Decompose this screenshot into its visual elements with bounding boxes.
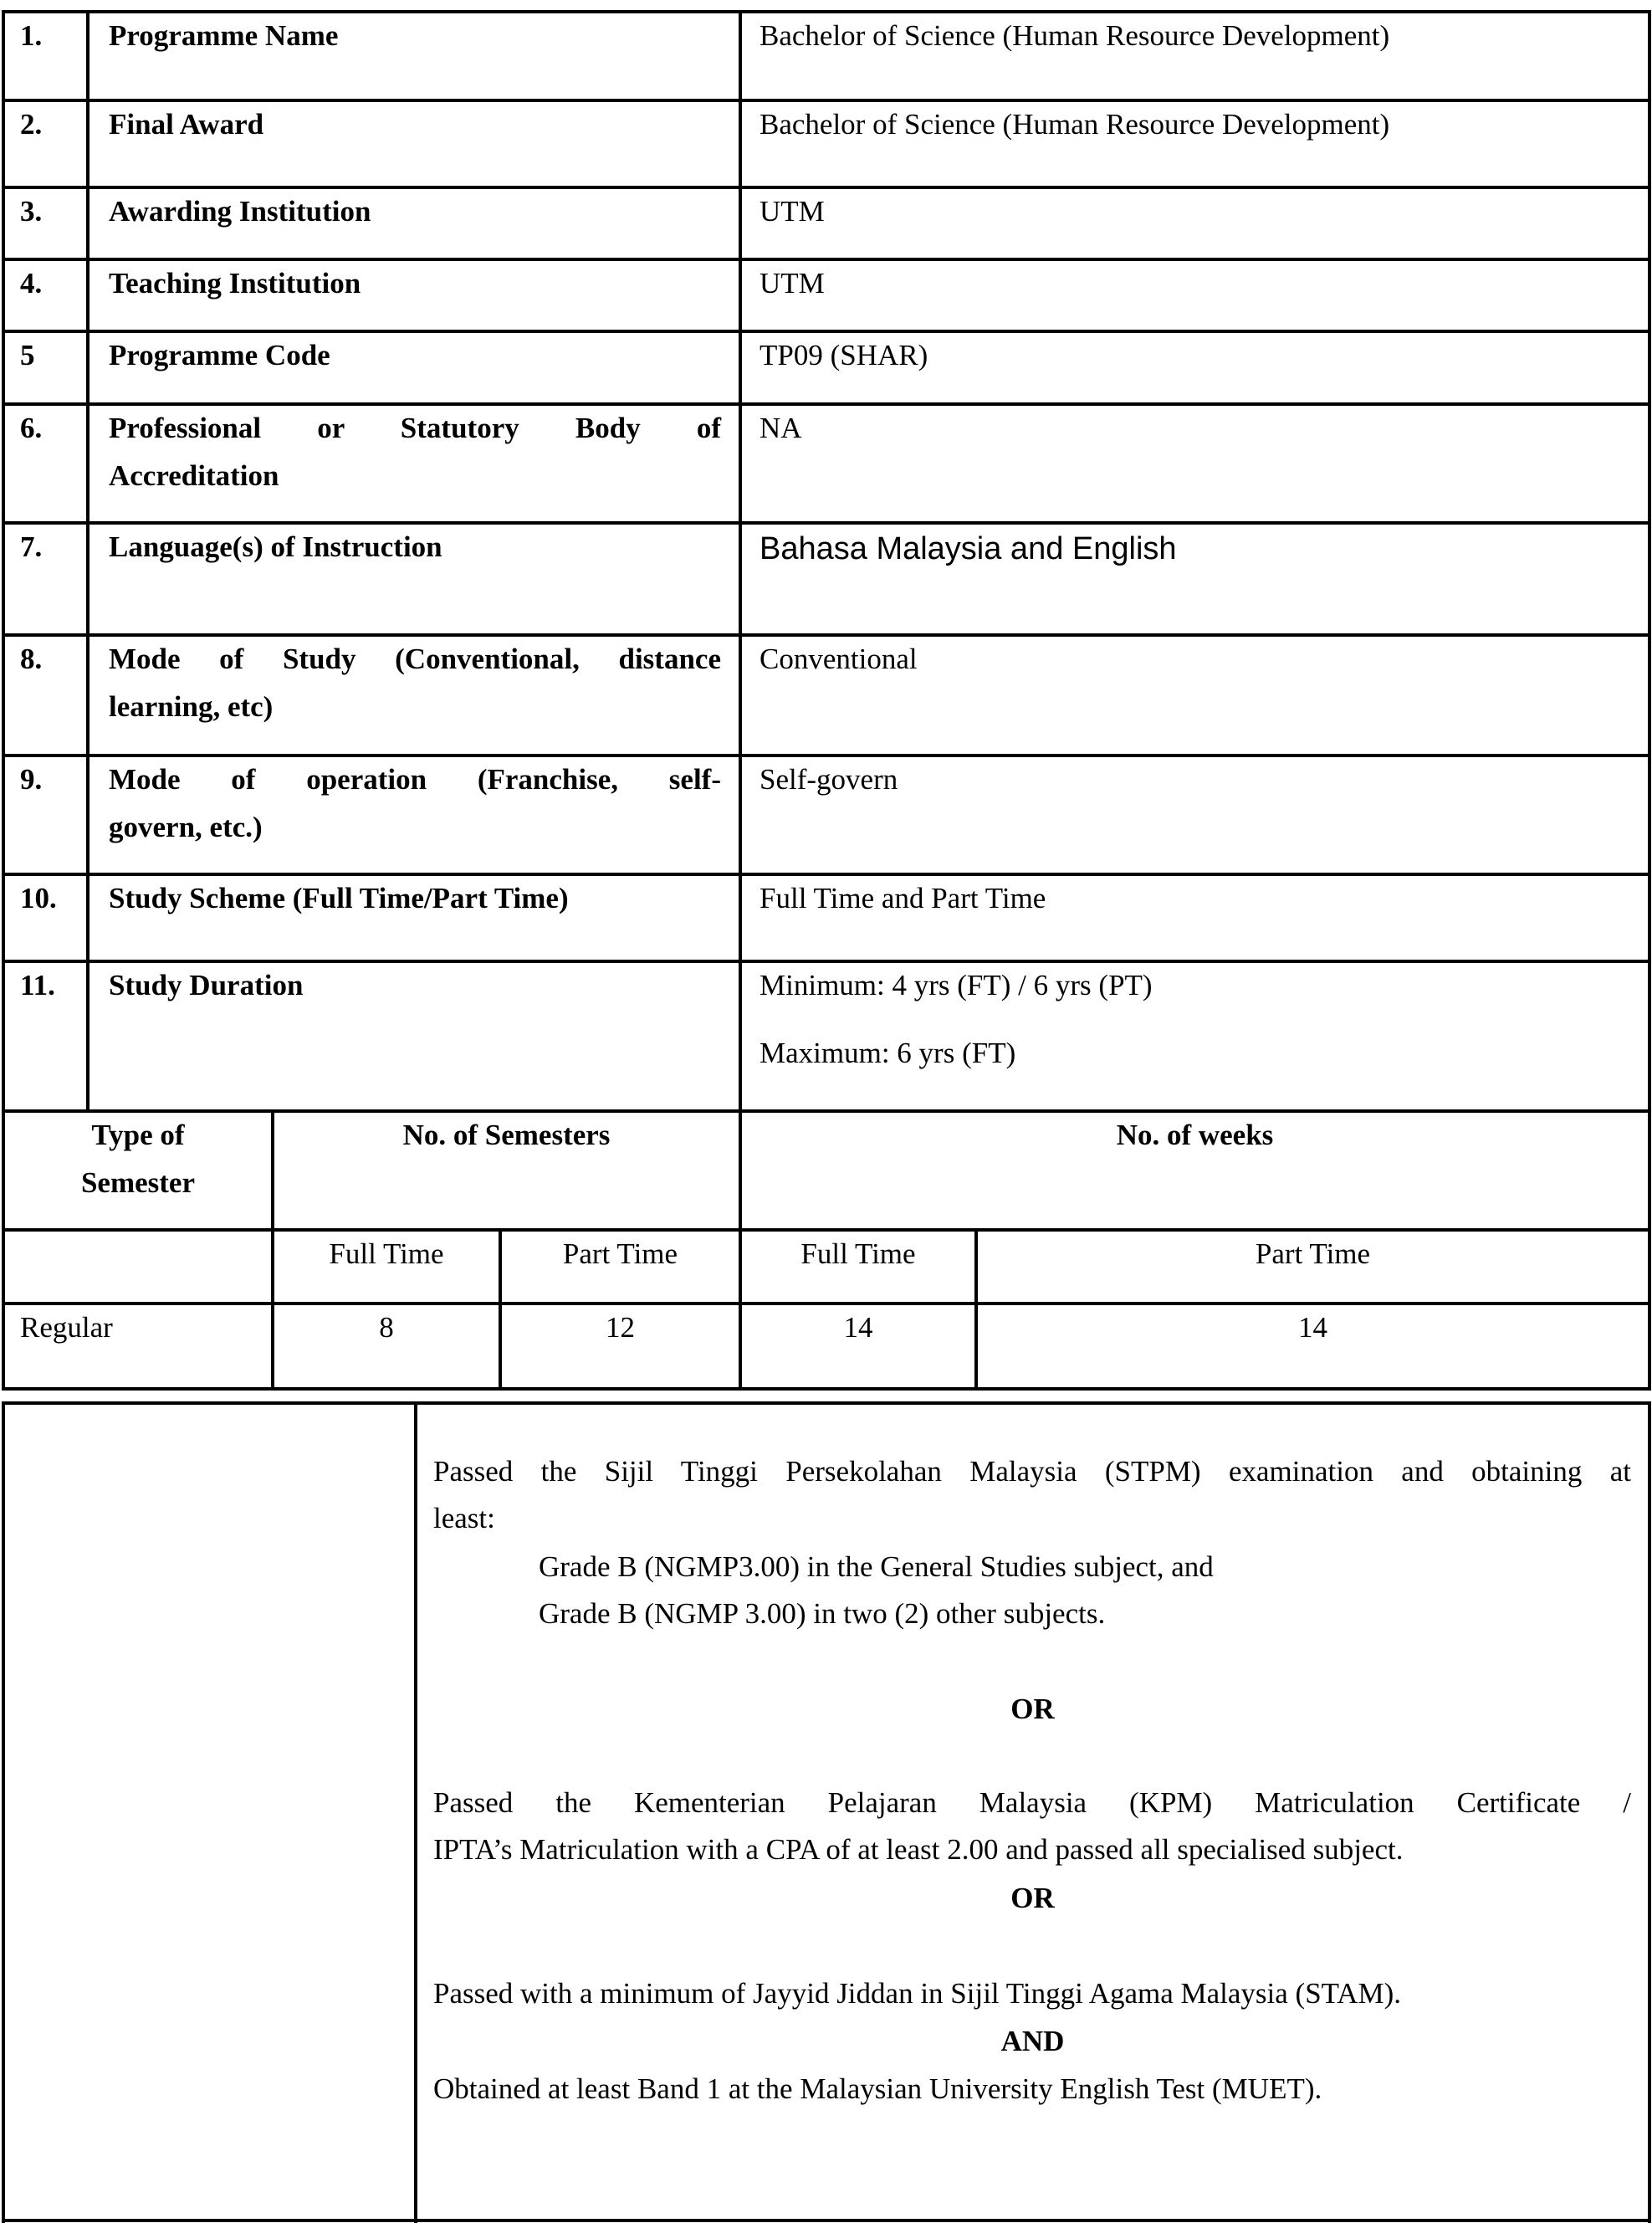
awarding-institution-value: UTM xyxy=(760,195,825,228)
programme-code-label: Programme Code xyxy=(109,339,330,371)
accreditation-label-line2: Accreditation xyxy=(109,459,279,492)
accreditation-label-line1: Professional or Statutory Body of xyxy=(109,412,721,444)
table-border xyxy=(2,1387,1651,1391)
row-number: 3. xyxy=(20,195,43,228)
teaching-institution-label: Teaching Institution xyxy=(109,267,361,300)
col-divider xyxy=(414,1401,417,2223)
row-number: 10. xyxy=(20,882,57,914)
study-scheme-label: Study Scheme (Full Time/Part Time) xyxy=(109,882,569,914)
table-border xyxy=(2,1401,5,2223)
semesters-part-time-cell: 12 xyxy=(606,1311,635,1344)
stpm-grade-general-studies: Grade B (NGMP3.00) in the General Studies subject, and xyxy=(539,1550,1214,1583)
accreditation-value: NA xyxy=(760,412,802,444)
row-number: 4. xyxy=(20,267,43,300)
matriculation-requirement-line2: IPTA’s Matriculation with a CPA of at least 2.00 and passed all specialised subject. xyxy=(433,1833,1404,1866)
weeks-full-time-header: Full Time xyxy=(800,1237,916,1270)
row-number: 2. xyxy=(20,108,43,141)
study-duration-label: Study Duration xyxy=(109,969,304,1001)
mode-of-study-label-line2: learning, etc) xyxy=(109,690,274,723)
stpm-requirement-line1: Passed the Sijil Tinggi Persekolahan Malaysia (STPM) examination and obtaining at xyxy=(433,1455,1631,1488)
stpm-requirement-line2: least: xyxy=(433,1502,495,1534)
row-number: 9. xyxy=(20,763,43,796)
col-divider xyxy=(86,10,90,1113)
stam-requirement: Passed with a minimum of Jayyid Jiddan in Sijil Tinggi Agama Malaysia (STAM). xyxy=(433,1977,1402,2010)
or-separator: OR xyxy=(1010,1882,1055,1914)
matriculation-requirement-line1: Passed the Kementerian Pelajaran Malaysia (KPM) Matriculation Certificate / xyxy=(433,1786,1631,1819)
mode-of-operation-value: Self-govern xyxy=(760,763,898,796)
row-number: 1. xyxy=(20,19,43,52)
row-number: 5 xyxy=(20,339,35,371)
study-duration-minimum: Minimum: 4 yrs (FT) / 6 yrs (PT) xyxy=(760,969,1153,1001)
semesters-full-time-cell: 8 xyxy=(379,1311,394,1344)
study-duration-maximum: Maximum: 6 yrs (FT) xyxy=(760,1037,1016,1069)
mode-of-operation-label-line2: govern, etc.) xyxy=(109,811,263,843)
row-number: 8. xyxy=(20,643,43,675)
final-award-label: Final Award xyxy=(109,108,264,141)
table-border xyxy=(1648,10,1651,1391)
mode-of-study-label-line1: Mode of Study (Conventional, distance xyxy=(109,643,721,675)
table-border xyxy=(1648,1401,1651,2223)
teaching-institution-value: UTM xyxy=(760,267,825,300)
muet-requirement: Obtained at least Band 1 at the Malaysian University English Test (MUET). xyxy=(433,2072,1322,2105)
awarding-institution-label: Awarding Institution xyxy=(109,195,371,228)
semesters-part-time-header: Part Time xyxy=(562,1237,678,1270)
no-of-semesters-header: No. of Semesters xyxy=(402,1119,611,1151)
final-award-value: Bachelor of Science (Human Resource Development) xyxy=(760,108,1390,141)
programme-name-value: Bachelor of Science (Human Resource Development) xyxy=(760,19,1390,52)
weeks-part-time-cell: 14 xyxy=(1298,1311,1327,1344)
study-scheme-value: Full Time and Part Time xyxy=(760,882,1046,914)
row-number: 7. xyxy=(20,530,43,563)
stpm-grade-other-subjects: Grade B (NGMP 3.00) in two (2) other subjects. xyxy=(539,1597,1106,1630)
col-divider xyxy=(739,10,742,1391)
weeks-part-time-header: Part Time xyxy=(1255,1237,1371,1270)
and-separator: AND xyxy=(1000,2025,1065,2057)
programme-name-label: Programme Name xyxy=(109,19,339,52)
mode-of-study-value: Conventional xyxy=(760,643,918,675)
programme-code-value: TP09 (SHAR) xyxy=(760,339,928,371)
row-number: 11. xyxy=(20,969,55,1001)
type-of-semester-header-line2: Semester xyxy=(80,1166,196,1199)
language-value: Bahasa Malaysia and English xyxy=(760,531,1177,566)
language-label: Language(s) of Instruction xyxy=(109,530,442,563)
mode-of-operation-label-line1: Mode of operation (Franchise, self- xyxy=(109,763,721,796)
table-border xyxy=(2,2219,1651,2222)
weeks-full-time-cell: 14 xyxy=(843,1311,873,1344)
semesters-full-time-header: Full Time xyxy=(329,1237,444,1270)
semester-type-cell: Regular xyxy=(20,1311,113,1344)
type-of-semester-header-line1: Type of xyxy=(91,1119,185,1151)
or-separator: OR xyxy=(1010,1693,1055,1725)
no-of-weeks-header: No. of weeks xyxy=(1116,1119,1274,1151)
row-number: 6. xyxy=(20,412,43,444)
table-border xyxy=(2,1401,1651,1405)
